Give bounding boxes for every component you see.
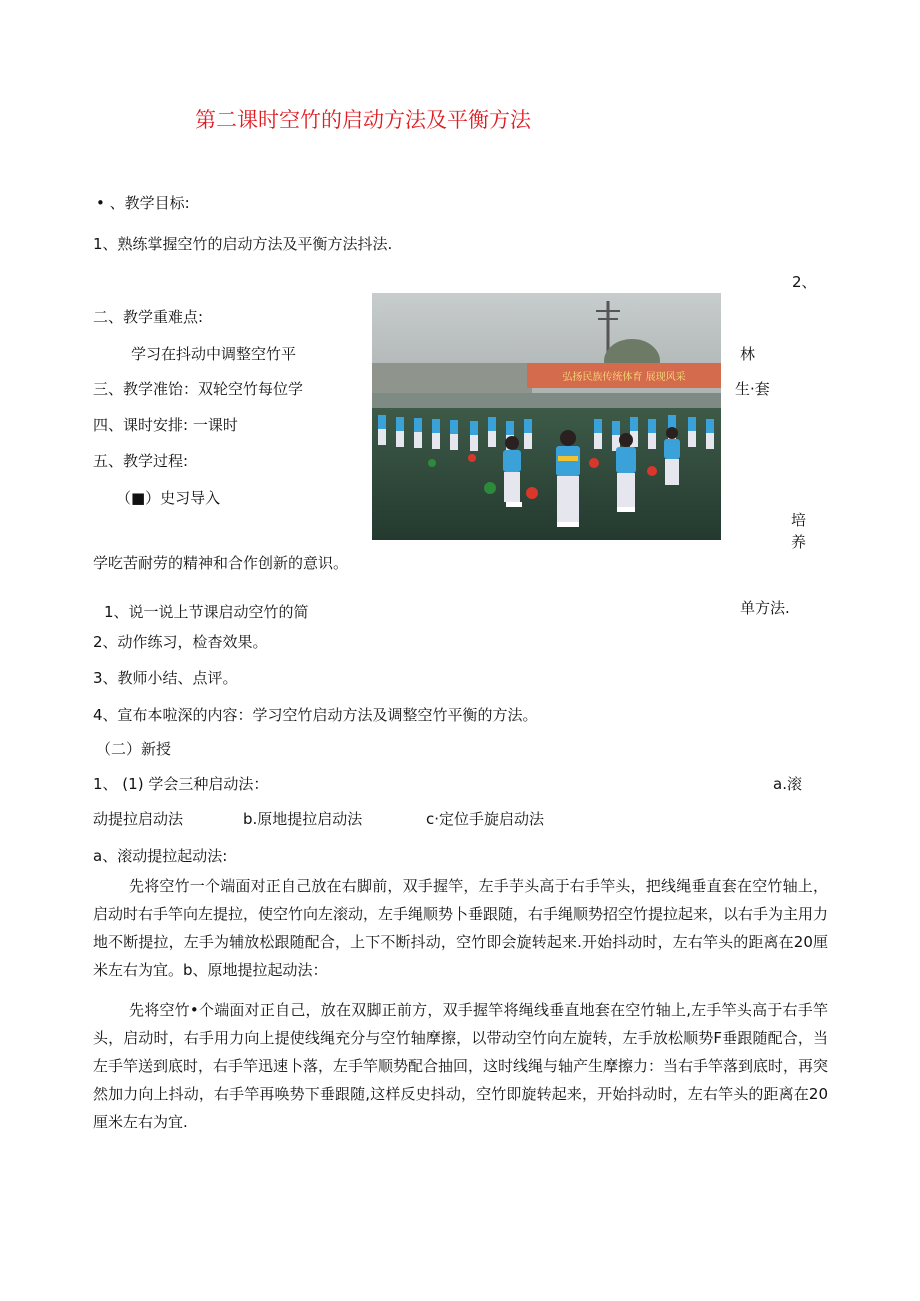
- margin-text-sheng: 生·套: [735, 380, 770, 398]
- review-step-3: 3、教师小结、点评。: [93, 669, 238, 687]
- method-b: b.原地提拉启动法: [243, 810, 363, 828]
- paragraph-rolling-method: 先将空竹一个端面对正自己放在右脚前，双手握竿，左手芋头高于右手竿头，把线绳垂直套在空竹轴上，启动时右手竿向左提拉，使空竹向左滚动，左手绳顺势卜垂跟随，右手绳顺势招空竹提拉起来，以右手为主用力地不断提拉，左手为辅放松跟随配合，上下不断抖动，空竹即会旋转起来.开始抖动时，左右竿头的距离在20厘米左右为宜。b、原地提拉起动法：: [93, 877, 829, 979]
- diabolo-center: [589, 458, 599, 468]
- objective-1: 1、熟练掌握空竹的启动方法及平衡方法抖法.: [93, 235, 393, 253]
- paragraph-standing-method: 先将空竹•个端面对正自己，放在双脚正前方，双手握竿将绳线垂直地套在空竹轴上,左手竿头高于右手竿头，启动时，右手用力向上提使线绳充分与空竹轴摩擦，以带动空竹向左旋转，左手放松顺势F垂跟随配合，当左手竿送到底时，右手竿迅速卜落，左手竿顺势配合抽回，这时线绳与轴产生摩擦力：当右手竿落到底时，再突然加力向上抖动，右手竿再唤势下垂跟随,这样反史抖动，空竹即旋转起来，开始抖动时，左右竿头的距离在20厘米左右为宜.: [93, 1001, 829, 1131]
- difficulty-text: 学习在抖动中调整空竹平: [131, 345, 297, 363]
- margin-text-method: 单方法.: [740, 599, 790, 617]
- objective-2-number: 2、: [792, 273, 817, 291]
- method-c: c·定位手旋启动法: [426, 810, 545, 828]
- method-a-end: 动提拉启动法: [93, 810, 184, 828]
- objectives-heading: • 、教学目标:: [96, 194, 190, 212]
- preparation-line: 三、教学准饴：双轮空竹每位学: [93, 380, 304, 398]
- diabolo-right: [647, 466, 657, 476]
- photo-illustration: [372, 293, 721, 540]
- diabolo-left: [526, 487, 538, 499]
- three-methods-line: 1、 (1) 学会三种启动法：: [93, 775, 269, 793]
- method-a-start: a.滚: [773, 775, 802, 793]
- difficulty-heading: 二、教学重难点:: [93, 308, 204, 326]
- banner-text: 弘扬民族传统体育 展现风采: [562, 372, 686, 383]
- margin-text-lin: 林: [740, 345, 756, 363]
- process-heading: 五、教学过程:: [93, 452, 189, 470]
- schedule-line: 四、课时安排: 一课时: [93, 416, 238, 434]
- document-title: 第二课时空竹的启动方法及平衡方法: [195, 108, 531, 132]
- review-step-1: 1、说一说上节课启动空竹的简: [104, 603, 309, 621]
- spirit-line: 学吃苦耐劳的精神和合作创新的意识。: [93, 554, 349, 572]
- margin-text-yang: 养: [791, 533, 807, 551]
- diabolo-performance-photo: [372, 293, 721, 540]
- method-a-heading: a、滚动提拉起动法:: [93, 847, 228, 865]
- review-step-4: 4、宣布本啦深的内容：学习空竹启动方法及调整空竹平衡的方法。: [93, 706, 538, 724]
- review-step-2: 2、动作练习，检杳效果。: [93, 633, 268, 651]
- intro-heading: （■）史习导入: [116, 489, 221, 507]
- new-lesson-heading: （二）新授: [96, 740, 172, 758]
- margin-text-pei: 培: [791, 511, 807, 529]
